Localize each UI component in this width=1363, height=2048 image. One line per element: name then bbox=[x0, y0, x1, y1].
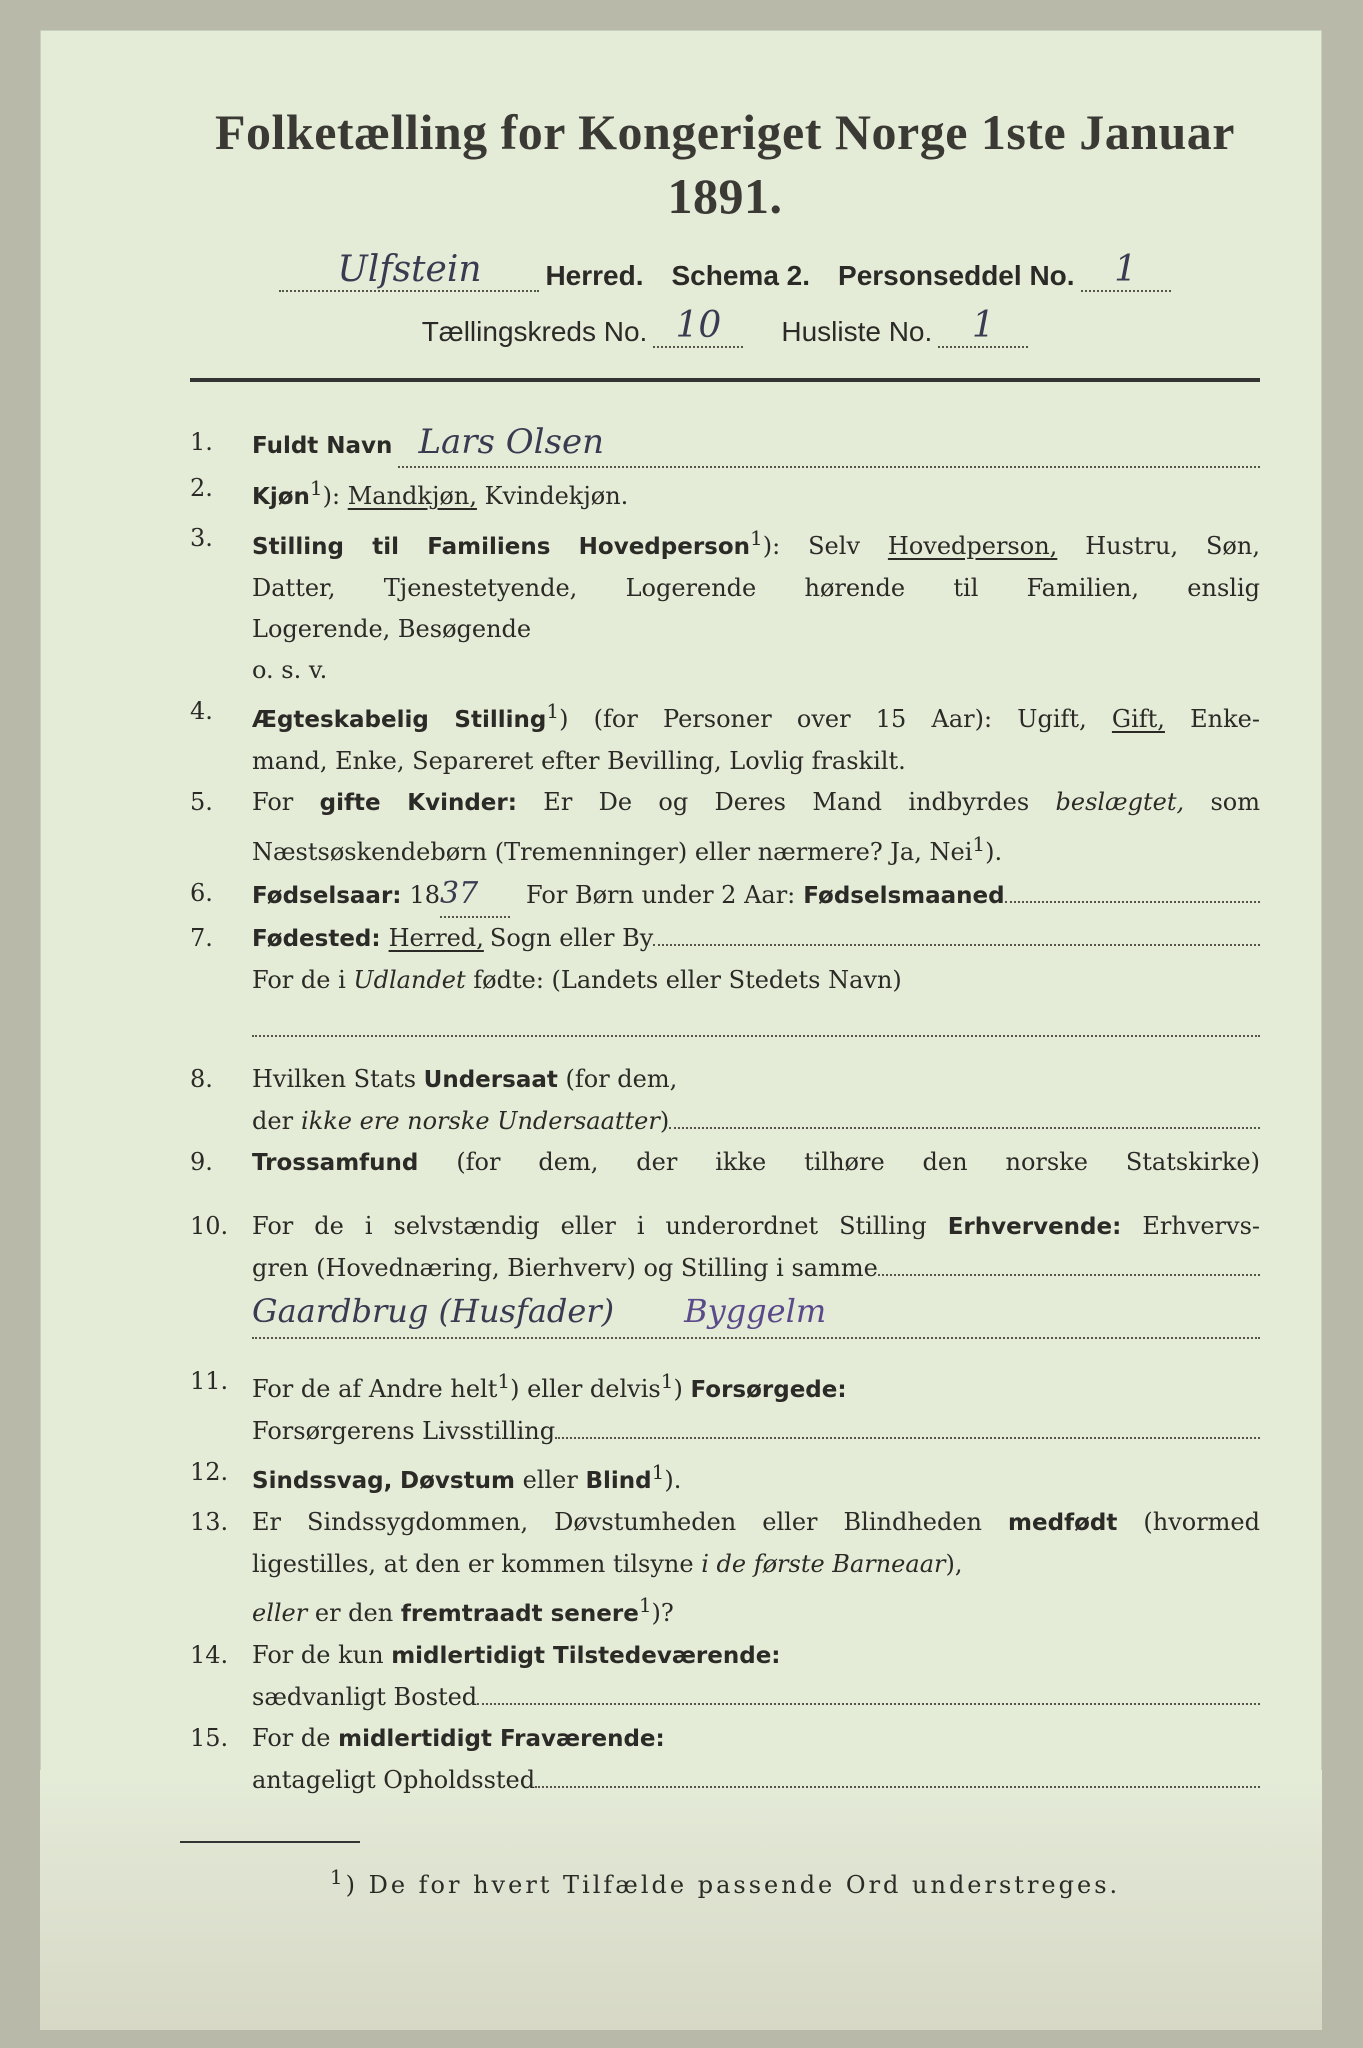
question-10 bbox=[190, 1206, 1260, 1339]
text: ). bbox=[985, 838, 1003, 866]
text: ). bbox=[664, 1466, 682, 1494]
question-13 bbox=[190, 1502, 1260, 1635]
question-7 bbox=[190, 918, 1260, 1037]
blind-label: Blind bbox=[585, 1468, 652, 1494]
text: Erhvervs- bbox=[1142, 1212, 1260, 1240]
footnote-mark: 1 bbox=[329, 1865, 346, 1889]
text: eller bbox=[252, 1599, 308, 1627]
footnote-mark: 1 bbox=[638, 1593, 652, 1617]
marital-status-label: Ægteskabelig Stilling bbox=[252, 707, 547, 733]
text: Enke- bbox=[1190, 705, 1260, 733]
footnote-mark: 1 bbox=[309, 476, 323, 500]
census-form-sheet bbox=[40, 30, 1322, 2030]
kreds-label: Tællingskreds No. bbox=[421, 316, 648, 347]
text: Hustru, Søn, bbox=[1085, 532, 1260, 560]
text: Er De og Deres Mand indbyrdes bbox=[543, 788, 1030, 816]
birthplace-label: Fødested: bbox=[252, 926, 381, 952]
text: Datter, Tjenestetyende, Logerende hørende til Familien, enslig bbox=[252, 574, 1260, 602]
footnote-mark: 1 bbox=[546, 699, 560, 723]
question-number: 13. bbox=[190, 1508, 229, 1536]
provider-field bbox=[555, 1417, 1260, 1439]
text: fødte: (Landets eller Stedets Navn) bbox=[473, 966, 902, 994]
herred-value: Ulfstein bbox=[337, 249, 482, 290]
footnote-mark: 1 bbox=[497, 1369, 511, 1393]
option-gift: Gift, bbox=[1111, 705, 1165, 733]
later-onset-label: fremtraadt senere bbox=[400, 1601, 639, 1627]
text: For de i bbox=[252, 966, 346, 994]
text: For de bbox=[252, 1724, 331, 1752]
question-9 bbox=[190, 1142, 1260, 1184]
question-number: 1. bbox=[190, 428, 213, 456]
text: ): Selv bbox=[762, 532, 860, 560]
question-number: 10. bbox=[190, 1212, 229, 1240]
herred-label: Herred. bbox=[545, 260, 644, 291]
foreign-birthplace-field bbox=[252, 1015, 1260, 1037]
form-content bbox=[190, 100, 1260, 1899]
text: i de første Barneaar bbox=[701, 1550, 946, 1578]
question-number: 3. bbox=[190, 524, 213, 552]
birthplace-field bbox=[653, 924, 1260, 946]
footnote-mark: 1 bbox=[660, 1369, 674, 1393]
question-number: 8. bbox=[190, 1065, 213, 1093]
husliste-value: 1 bbox=[971, 305, 995, 346]
personseddel-field bbox=[1081, 249, 1171, 292]
text: er den bbox=[314, 1599, 394, 1627]
text: som bbox=[1210, 788, 1260, 816]
question-11 bbox=[190, 1361, 1260, 1452]
text: Næstsøskendebørn (Tremenninger) eller nærmere? Ja, Nei bbox=[252, 838, 973, 866]
question-15 bbox=[190, 1718, 1260, 1801]
religion-label: Trossamfund bbox=[252, 1150, 419, 1176]
occupation-label: Erhvervende: bbox=[947, 1214, 1122, 1240]
citizenship-field bbox=[669, 1107, 1260, 1129]
question-number: 15. bbox=[190, 1724, 229, 1752]
insane-label: Sindssvag, bbox=[252, 1468, 393, 1494]
footnote-rule bbox=[180, 1841, 360, 1843]
question-number: 9. bbox=[190, 1148, 213, 1176]
question-number: 12. bbox=[190, 1458, 229, 1486]
family-position-label: Stilling til Familiens Hovedperson bbox=[252, 534, 751, 560]
question-2 bbox=[190, 468, 1260, 518]
text: (for dem, der ikke tilhøre den norske Statskirke) bbox=[456, 1148, 1260, 1176]
full-name-label: Fuldt Navn bbox=[252, 433, 393, 459]
text: Udlandet bbox=[353, 966, 466, 994]
herred-field bbox=[279, 249, 539, 292]
text: Logerende, Besøgende bbox=[252, 615, 532, 643]
congenital-label: medfødt bbox=[1008, 1510, 1118, 1536]
question-3 bbox=[190, 518, 1260, 691]
question-number: 5. bbox=[190, 788, 213, 816]
personseddel-value: 1 bbox=[1114, 249, 1137, 290]
question-number: 7. bbox=[190, 924, 213, 952]
text: eller bbox=[522, 1466, 578, 1494]
text: mand, Enke, Separeret efter Bevilling, Lovlig fraskilt. bbox=[252, 747, 906, 775]
text: ), bbox=[945, 1550, 963, 1578]
questions-list bbox=[190, 422, 1260, 1801]
occupation-handwritten-field bbox=[252, 1291, 1260, 1339]
text: ) bbox=[659, 1107, 670, 1135]
sex-label: Kjøn bbox=[252, 484, 310, 510]
question-5 bbox=[190, 782, 1260, 873]
footnote-mark: 1 bbox=[651, 1460, 665, 1484]
text: der bbox=[252, 1107, 294, 1135]
birth-month-label: Fødselsmaaned bbox=[803, 883, 1005, 909]
schema-label: Schema 2. bbox=[671, 260, 811, 291]
header-rule bbox=[190, 378, 1260, 382]
text: ligestilles, at den er kommen tilsyne bbox=[252, 1550, 694, 1578]
text: )? bbox=[651, 1599, 674, 1627]
occupation-field bbox=[878, 1254, 1260, 1276]
question-12 bbox=[190, 1452, 1260, 1502]
text: ) bbox=[673, 1375, 683, 1403]
form-title: Folketælling for Kongeriget Norge 1ste Januar 1891. bbox=[214, 104, 1236, 224]
text: (for dem, bbox=[565, 1065, 678, 1093]
usual-residence-field bbox=[477, 1683, 1260, 1705]
citizenship-label: Undersaat bbox=[423, 1067, 558, 1093]
text: Hvilken Stats bbox=[252, 1065, 417, 1093]
text: For de af Andre helt bbox=[252, 1375, 498, 1403]
text: ikke ere norske Undersaatter bbox=[301, 1107, 660, 1135]
birth-year-value: 37 bbox=[440, 876, 479, 911]
option-herred: Herred, bbox=[388, 924, 484, 952]
occupation-value-2: Byggelm bbox=[684, 1292, 827, 1330]
question-1 bbox=[190, 422, 1260, 468]
supported-label: Forsørgede: bbox=[690, 1377, 847, 1403]
text: o. s. v. bbox=[252, 656, 328, 684]
question-number: 14. bbox=[190, 1641, 229, 1669]
sex-option-male: Mandkjøn, bbox=[347, 482, 477, 510]
text: Er Sindssygdommen, Døvstumheden eller Blindheden bbox=[252, 1508, 983, 1536]
question-6 bbox=[190, 873, 1260, 918]
text: For bbox=[252, 788, 294, 816]
question-number: 6. bbox=[190, 879, 213, 907]
text: ) eller delvis bbox=[510, 1375, 661, 1403]
question-8 bbox=[190, 1059, 1260, 1142]
deaf-mute-label: Døvstum bbox=[400, 1468, 515, 1494]
footnote-text: ) De for hvert Tilfælde passende Ord understreges. bbox=[345, 1871, 1121, 1899]
text: (hvormed bbox=[1143, 1508, 1260, 1536]
text: For de kun bbox=[252, 1641, 384, 1669]
text: antageligt Opholdssted bbox=[252, 1766, 536, 1794]
probable-residence-field bbox=[535, 1766, 1260, 1788]
text: ) (for Personer over 15 Aar): Ugift, bbox=[559, 705, 1087, 733]
temporary-absent-label: midlertidigt Fraværende: bbox=[338, 1726, 665, 1752]
option-hovedperson: Hovedperson, bbox=[887, 532, 1058, 560]
header-row-herred bbox=[190, 232, 1260, 292]
kreds-field bbox=[653, 305, 743, 348]
birth-year-field bbox=[440, 873, 510, 918]
married-women-label: gifte Kvinder: bbox=[319, 790, 517, 816]
text: Sogn eller By bbox=[489, 924, 654, 952]
text: gren (Hovednæring, Bierhverv) og Stilling i samme bbox=[252, 1254, 878, 1282]
footnote-mark: 1 bbox=[972, 832, 986, 856]
full-name-field bbox=[398, 422, 1260, 468]
text: For de i selvstændig eller i underordnet Stilling bbox=[252, 1212, 927, 1240]
text: sædvanligt Bosted bbox=[252, 1683, 478, 1711]
temporary-present-label: midlertidigt Tilstedeværende: bbox=[391, 1643, 781, 1669]
kreds-value: 10 bbox=[675, 305, 722, 346]
text: For Børn under 2 Aar: bbox=[526, 881, 796, 909]
sex-option-female: Kvindekjøn. bbox=[484, 482, 629, 510]
question-number: 4. bbox=[190, 697, 213, 725]
text: Forsørgerens Livsstilling bbox=[252, 1417, 556, 1445]
birth-year-label: Fødselsaar: bbox=[252, 883, 402, 909]
husliste-label: Husliste No. bbox=[781, 316, 933, 347]
footnote-mark: 1 bbox=[750, 526, 763, 550]
occupation-value: Gaardbrug (Husfader) bbox=[252, 1292, 615, 1330]
text: beslægtet, bbox=[1055, 788, 1185, 816]
full-name-value: Lars Olsen bbox=[418, 422, 605, 462]
question-number: 11. bbox=[190, 1367, 229, 1395]
question-14 bbox=[190, 1635, 1260, 1718]
question-number: 2. bbox=[190, 474, 213, 502]
question-4 bbox=[190, 691, 1260, 782]
birth-month-field bbox=[1005, 881, 1260, 903]
header-row-kreds bbox=[190, 292, 1260, 348]
text: ): bbox=[322, 482, 341, 510]
personseddel-label: Personseddel No. bbox=[838, 260, 1075, 291]
birth-year-prefix: 18 bbox=[409, 881, 441, 909]
footnote bbox=[190, 1865, 1260, 1899]
husliste-field bbox=[938, 305, 1028, 348]
